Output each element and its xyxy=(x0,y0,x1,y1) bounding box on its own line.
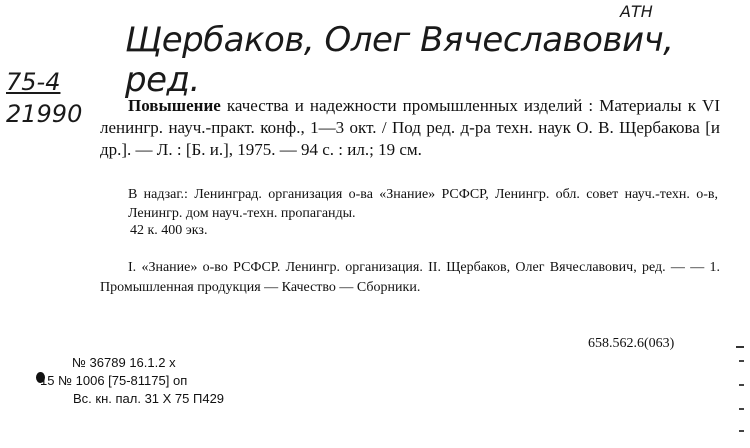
handwritten-heading: Щербаков, Олег Вячеславович, ред. xyxy=(125,20,674,100)
tracing-content: I. «Знание» о-во РСФСР. Ленингр. организация. II. Щербаков, Олег Вячеславович, ред. — — 1. Промышленная продукция — Качество — Сборники. xyxy=(100,260,720,295)
card-edge-marks xyxy=(742,350,748,440)
print-info-line-3: Вс. кн. пал. 31 X 75 П429 xyxy=(73,391,225,406)
handwritten-annotation: АТН xyxy=(620,2,653,21)
shelfmark-line-1: 75-4 xyxy=(6,68,61,96)
note-text: В надзаг.: Ленинград. организация о-ва «Знание» РСФСР, Ленингр. обл. совет науч.-техн. о-в, Ленингр. дом науч.-техн. пропаганды. xyxy=(128,187,718,221)
udc-classification: 658.562.6(063) xyxy=(588,336,675,351)
title-rest: качества и надежности промышленных изделий : Материалы к VI ленингр. науч.-практ. конф., 1—3 окт. / Под ред. д-ра техн. наук О. В. Щербакова [и др.]. — Л. : [Б. и.], 1975. — 94 с. : ил.; 19 см. xyxy=(100,96,720,159)
print-info-line-1: № 36789 16.1.2 x xyxy=(72,355,176,370)
margin-mark xyxy=(736,346,744,348)
price-and-copies: 42 к. 400 экз. xyxy=(130,223,208,238)
shelfmark-line-2: 21990 xyxy=(6,100,83,128)
print-info-line-2: 15 № 1006 [75-81175] оп xyxy=(40,373,188,388)
title-keyword: Повышение xyxy=(128,96,221,115)
bibliographic-description xyxy=(100,95,720,161)
tracing-text xyxy=(100,258,720,298)
